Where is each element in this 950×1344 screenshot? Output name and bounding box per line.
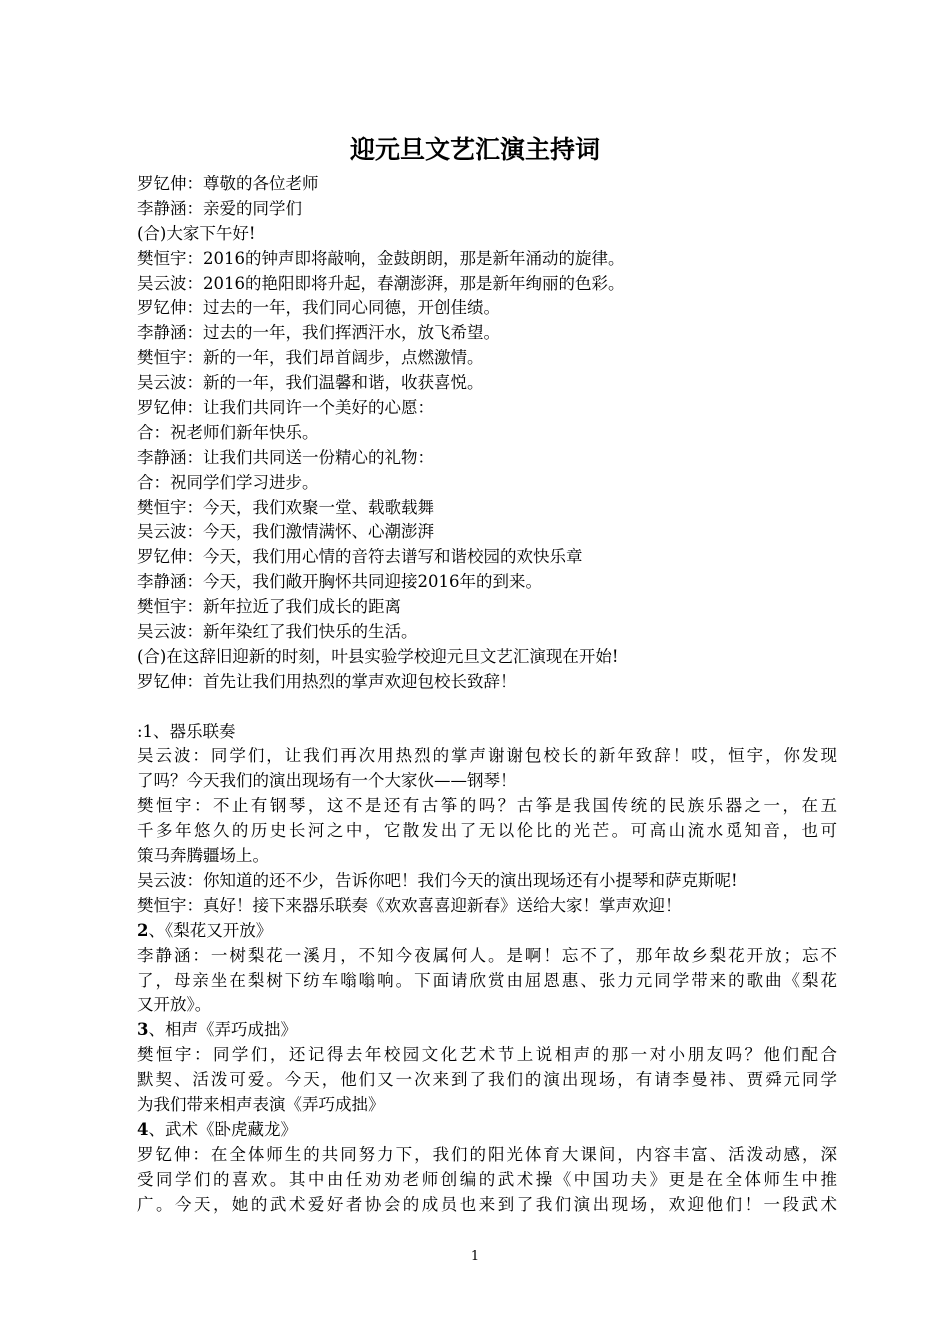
page-number: 1 — [470, 1249, 480, 1264]
paragraph-line: 为我们带来相声表演《弄巧成拙》 — [137, 1094, 385, 1114]
paragraph-line: 罗钇伸：过去的一年，我们同心同德，开创佳绩。 — [137, 298, 500, 318]
document-body — [137, 172, 837, 1217]
paragraph-line: 樊恒宇：同学们，还记得去年校园文化艺术节上说相声的那一对小朋友吗？他们配合 — [137, 1045, 837, 1065]
section-number: 3 — [137, 1020, 149, 1040]
section-heading — [137, 1118, 837, 1143]
document-title: 迎元旦文艺汇演主持词 — [349, 135, 600, 164]
paragraph-line: 合：祝同学们学习进步。 — [137, 472, 319, 492]
paragraph-line: (合)大家下午好! — [137, 223, 256, 243]
section-number: 2 — [137, 920, 149, 940]
paragraph-line: 李静涵：亲爱的同学们 — [137, 198, 302, 218]
paragraph-line: (合)在这辞旧迎新的时刻，叶县实验学校迎元旦文艺汇演现在开始! — [137, 646, 619, 666]
paragraph-line: 吴云波：新的一年，我们温馨和谐，收获喜悦。 — [137, 373, 484, 393]
section-title: 、《梨花又开放》 — [148, 920, 273, 940]
section-title: 、相声《弄巧成拙》 — [148, 1020, 297, 1040]
section-title: 、武术《卧虎藏龙》 — [148, 1119, 297, 1139]
paragraph-line: 吴云波：今天，我们激情满怀、心潮澎湃 — [137, 522, 434, 542]
paragraph-line: 吴云波：2016的艳阳即将升起，春潮澎湃，那是新年绚丽的色彩。 — [137, 273, 625, 293]
section-heading — [137, 1018, 837, 1043]
paragraph-line: 李静涵：让我们共同送一份精心的礼物： — [137, 447, 434, 467]
paragraph-line: 了吗？今天我们的演出现场有一个大家伙——钢琴！ — [137, 771, 517, 791]
paragraph-line: 吴云波：同学们，让我们再次用热烈的掌声谢谢包校长的新年致辞！哎，恒宇，你发现 — [137, 746, 837, 766]
section-number: 4 — [137, 1119, 149, 1139]
paragraph-line: 又开放》。 — [137, 995, 212, 1015]
paragraph-line: 李静涵：过去的一年，我们挥洒汗水，放飞希望。 — [137, 323, 500, 343]
paragraph-line: 樊恒宇：新年拉近了我们成长的距离 — [137, 597, 401, 617]
paragraph-line: 罗钇伸：首先让我们用热烈的掌声欢迎包校长致辞！ — [137, 671, 517, 691]
paragraph-line: 樊恒宇：新的一年，我们昂首阔步，点燃激情。 — [137, 348, 484, 368]
paragraph-line: 吴云波：你知道的还不少，告诉你吧！我们今天的演出现场还有小提琴和萨克斯呢! — [137, 870, 738, 890]
paragraph-line: 樊恒宇：2016的钟声即将敲响，金鼓朗朗，那是新年涌动的旋律。 — [137, 248, 625, 268]
paragraph-line: 默契、活泼可爱。今天，他们又一次来到了我们的演出现场，有请李曼祎、贾舜元同学 — [137, 1070, 837, 1090]
paragraph-line: 广。今天，她的武术爱好者协会的成员也来到了我们演出现场，欢迎他们！一段武术 — [137, 1194, 837, 1214]
paragraph-line: 李静涵：今天，我们敞开胸怀共同迎接2016年的到来。 — [137, 572, 542, 592]
paragraph-line: 千多年悠久的历史长河之中，它散发出了无以伦比的光芒。可高山流水觅知音，也可 — [137, 821, 837, 841]
paragraph-line: 了，母亲坐在梨树下纺车嗡嗡响。下面请欣赏由屈恩惠、张力元同学带来的歌曲《梨花 — [137, 970, 837, 990]
paragraph-line: 吴云波：新年染红了我们快乐的生活。 — [137, 622, 418, 642]
section-heading: :1、器乐联奏 — [137, 721, 236, 741]
paragraph-line: 罗钇伸：在全体师生的共同努力下，我们的阳光体育大课间，内容丰富、活泼动感，深 — [137, 1144, 837, 1164]
paragraph-line: 樊恒宇：真好！接下来器乐联奏《欢欢喜喜迎新春》送给大家！掌声欢迎！ — [137, 895, 682, 915]
paragraph-line: 李静涵：一树梨花一溪月，不知今夜属何人。是啊！忘不了，那年故乡梨花开放；忘不 — [137, 945, 837, 965]
paragraph-line: 合：祝老师们新年快乐。 — [137, 422, 319, 442]
paragraph-line: 罗钇伸：今天，我们用心情的音符去谱写和谐校园的欢快乐章 — [137, 547, 583, 567]
paragraph-line: 樊恒宇：不止有钢琴，这不是还有古筝的吗？古筝是我国传统的民族乐器之一，在五 — [137, 796, 837, 816]
paragraph-line: 罗钇伸：让我们共同许一个美好的心愿： — [137, 398, 434, 418]
blank-line — [137, 695, 837, 720]
paragraph-line: 罗钇伸：尊敬的各位老师 — [137, 174, 319, 193]
paragraph-line: 受同学们的喜欢。其中由任劝劝老师创编的武术操《中国功夫》更是在全体师生中推 — [137, 1169, 837, 1189]
paragraph-line: 樊恒宇：今天，我们欢聚一堂、载歌载舞 — [137, 497, 434, 517]
section-heading — [137, 919, 837, 944]
paragraph-line: 策马奔腾疆场上。 — [137, 846, 269, 866]
